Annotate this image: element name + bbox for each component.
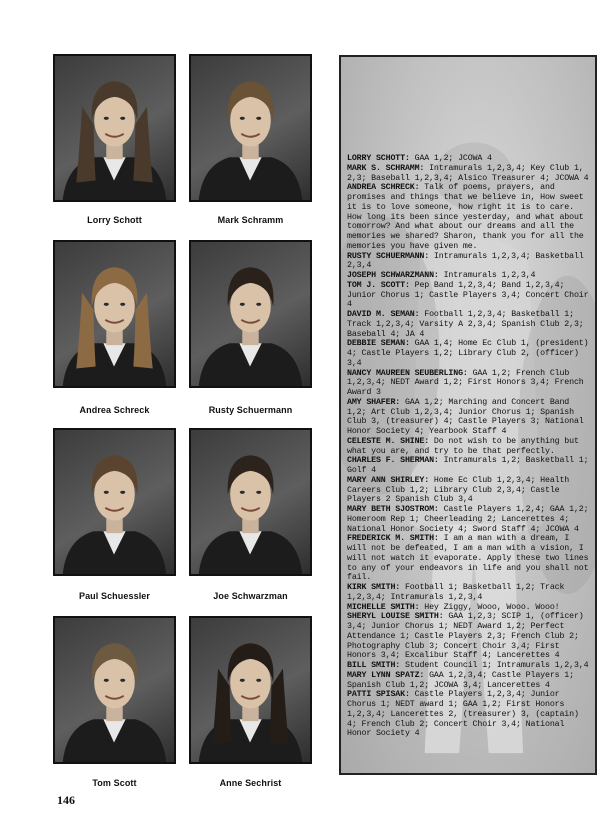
bio-activities: GAA 1,2,3,4; Castle Players 1; Spanish Club 1,2; JCOWA 3,4; Lancerettes 4 (347, 670, 574, 690)
bio-activities: Hey Ziggy, Wooo, Wooo. Wooo! (419, 602, 560, 612)
bio-name: TOM J. SCOTT: (347, 280, 410, 290)
portrait-photo (53, 240, 176, 388)
bio-name: KIRK SMITH: (347, 583, 401, 592)
bio-activities: Home Ec Club 1,2,3,4; Health Careers Club 1,2; Library Club 2,3,4; Castle Players 2 Spanish Club 3,4 (347, 475, 570, 505)
portrait-photo (53, 616, 176, 764)
bio-name: FREDERICK M. SMITH: (347, 534, 439, 544)
bio-activities: Talk of poems, prayers, and promises and things that we believe in, How sweet it is to love someone, how right it is to care. How long its been since yesterday, and what about tomorrow? And what about our dreams and all the memories we shared? Sharon, thank you for all the memories you have given me. (347, 183, 584, 251)
page-number: 146 (57, 793, 75, 807)
bio-entry (347, 154, 593, 164)
bio-activities: GAA 1,4; Home Ec Club 1, (president) 4; Castle Players 1,2; Library Club 2, (officer) 3,4 (347, 339, 589, 368)
bio-entry (347, 164, 593, 184)
biography-text (347, 154, 593, 739)
bio-activities: Intramurals 1,2,3,4; Basketball 2,3,4 (347, 251, 584, 271)
bio-name: MARY LYNN SPATZ: (347, 670, 425, 680)
bio-entry (347, 476, 593, 505)
bio-entry (347, 437, 593, 457)
bio-name: MICHELLE SMITH: (347, 602, 420, 612)
bio-entry (347, 183, 593, 251)
bio-activities: Intramurals 1,2; Basketball 1; Golf 4 (347, 456, 589, 475)
portrait-caption: Andrea Schreck (79, 405, 150, 415)
bio-activities: Football 1; Basketball 1,2; Track 1,2,3,4; Intramurals 1,2,3,4 (347, 583, 565, 602)
bio-name: JOSEPH SCHWARZMANN: (347, 271, 439, 280)
bio-entry (347, 534, 593, 583)
bio-entry (347, 271, 593, 281)
bio-activities: Intramurals 1,2,3,4; Key Club 1, 2,3; Baseball 1,2,3,4; Alsico Treasurer 4; JCOWA 4 (347, 163, 589, 183)
bio-name: RUSTY SCHUERMANN: (347, 251, 430, 261)
bio-name: DAVID M. SEMAN: (347, 310, 420, 319)
bio-entry (347, 398, 593, 437)
bio-activities: Student Council 1; Intramurals 1,2,3,4 (400, 661, 589, 670)
bio-entry (347, 505, 593, 534)
bio-entry (347, 281, 593, 310)
bio-entry (347, 612, 593, 661)
portrait-caption: Paul Schuessler (78, 591, 151, 601)
bio-entry (347, 583, 593, 603)
bio-name: LORRY SCHOTT: (347, 154, 410, 163)
bio-entry (347, 690, 593, 739)
portrait-caption: Anne Sechrist (219, 778, 282, 788)
portrait-photo (189, 240, 312, 388)
bio-name: BILL SMITH: (347, 661, 401, 670)
bio-name: ANDREA SCHRECK: (347, 183, 420, 193)
bio-activities: Football 1,2,3,4; Basketball 1; Track 1,2,3,4; Varsity A 2,3,4; Spanish Club 2,3; Baseball 4; JA 4 (347, 310, 584, 339)
bio-activities: Do not wish to be anything but what you are, and try to be that perfectly. (347, 436, 579, 456)
bio-entry (347, 252, 593, 272)
bio-entry (347, 456, 593, 476)
bio-entry (347, 671, 593, 691)
bio-name: AMY SHAFER: (347, 397, 401, 407)
portrait-photo (189, 54, 312, 202)
bio-entry (347, 369, 593, 398)
portrait-photo (189, 428, 312, 576)
bio-name: PATTI SPISAK: (347, 690, 410, 700)
biography-panel (339, 55, 597, 775)
bio-activities: I am a man with a dream, I will not be defeated, I am a man with a vision, I will not watch it evaporate. Apply these two lines to any of your endeavors in life and you shall not fail. (347, 534, 589, 583)
bio-name: CELESTE M. SHINE: (347, 436, 430, 446)
bio-activities: GAA 1,2; Marching and Concert Band 1,2; Art Club 1,2,3,4; Junior Chorus 1; Spanish Club 3, (treasurer) 4; Castle Players 3; National Honor Society 4; Yearbook Staff 4 (347, 397, 584, 436)
bio-activities: GAA 1,2; French Club 1,2,3,4; NEDT Award 1,2; First Honors 3,4; French Award 3 (347, 368, 584, 397)
bio-name: MARK S. SCHRAMM: (347, 163, 425, 173)
bio-activities: Pep Band 1,2,3,4; Band 1,2,3,4; Junior Chorus 1; Castle Players 3,4; Concert Choir 4 (347, 280, 589, 310)
portrait-caption: Mark Schramm (217, 215, 284, 225)
bio-entry (347, 310, 593, 339)
portrait-caption: Tom Scott (92, 778, 137, 788)
bio-name: DEBBIE SEMAN: (347, 339, 410, 349)
bio-activities: Castle Players 1,2,4; GAA 1,2; Homeroom Rep 1; Cheerleading 2; Lancerettes 4; National Honor Society 4; Sword Staff 4; JCOWA 4 (347, 505, 589, 534)
bio-name: MARY ANN SHIRLEY: (347, 475, 430, 485)
bio-entry (347, 661, 593, 671)
portrait-caption: Rusty Schuermann (208, 405, 293, 415)
portrait-caption: Lorry Schott (87, 215, 142, 225)
portrait-photo (53, 54, 176, 202)
portrait-photo (53, 428, 176, 576)
bio-activities: GAA 1,2; JCOWA 4 (409, 154, 492, 163)
bio-name: CHARLES F. SHERMAN: (347, 456, 439, 466)
bio-activities: Castle Players 1,2,3,4; Junior Chorus 1; NEDT award 1; GAA 1,2; First Honors 1,2,3,4; Lancerettes 2, (treasurer) 3, (captain) 4; French Club 2; Concert Choir 3,4; National Honor Society 4 (347, 690, 579, 739)
portrait-photo (189, 616, 312, 764)
bio-activities: Intramurals 1,2,3,4 (438, 271, 536, 280)
bio-entry (347, 603, 593, 613)
bio-name: NANCY MAUREEN SEUBERLING: (347, 368, 468, 378)
bio-name: MARY BETH SJOSTROM: (347, 505, 439, 514)
bio-activities: GAA 1,2,3; SCIP 1, (officer) 3,4; Junior Chorus 1; NEDT Award 1,2; Perfect Attendance 1; Castle Players 2,3; French Club 2; Photography Club 3; Concert Choir 3,4; First Honors 3,4; Excalibur Staff 4; Lancerettes 4 (347, 612, 584, 661)
bio-entry (347, 339, 593, 368)
portrait-caption: Joe Schwarzman (213, 591, 288, 601)
bio-name: SHERYL LOUISE SMITH: (347, 612, 444, 622)
